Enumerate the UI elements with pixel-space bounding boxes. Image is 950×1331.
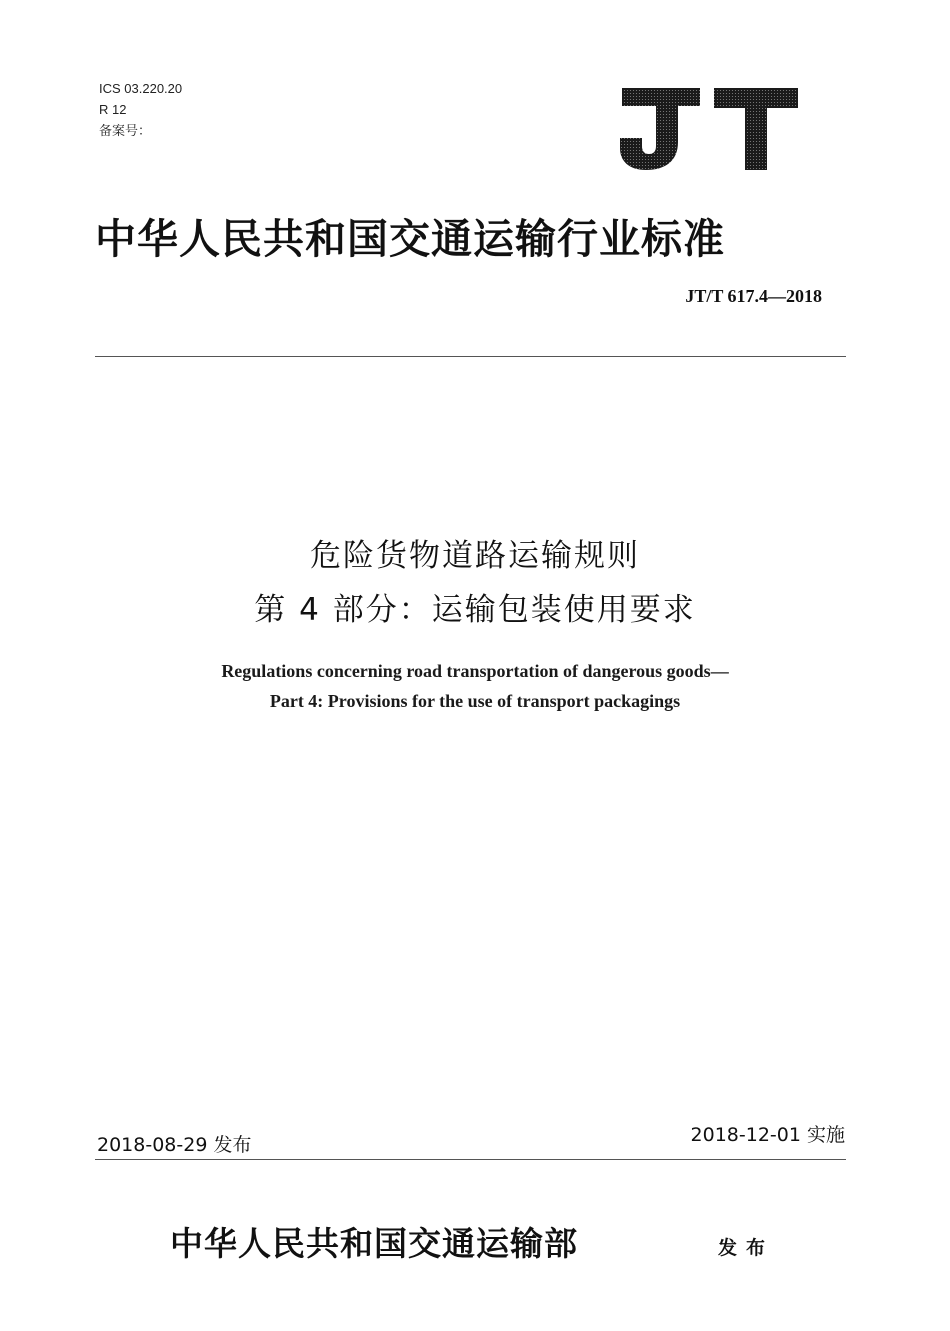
document-title-cn-line1: 危险货物道路运输规则 [310,538,640,574]
standard-number: JT/T 617.4—2018 [685,286,822,306]
filing-number-label: 备案号： [99,123,152,138]
classification-code: R 12 [99,102,127,117]
footer-divider [95,1159,846,1160]
implementation-date: 2018-12-01 实施 [690,1124,845,1146]
classification-block [99,78,182,141]
publisher-name: 中华人民共和国交通运输部 [170,1224,578,1263]
issue-date: 2018-08-29 发布 [97,1134,252,1156]
document-title-cn-line2: 第 4 部分：运输包装使用要求 [254,592,696,628]
document-title-en-line1: Regulations concerning road transportation of dangerous goods— [221,661,729,681]
ics-code: ICS 03.220.20 [99,81,183,96]
publish-label: 发布 [718,1237,775,1259]
header-divider [95,356,846,357]
standard-category-title: 中华人民共和国交通运输行业标准 [95,215,725,263]
document-title-en-line2: Part 4: Provisions for the use of transport packagings [269,691,681,711]
jt-logo [620,86,800,172]
